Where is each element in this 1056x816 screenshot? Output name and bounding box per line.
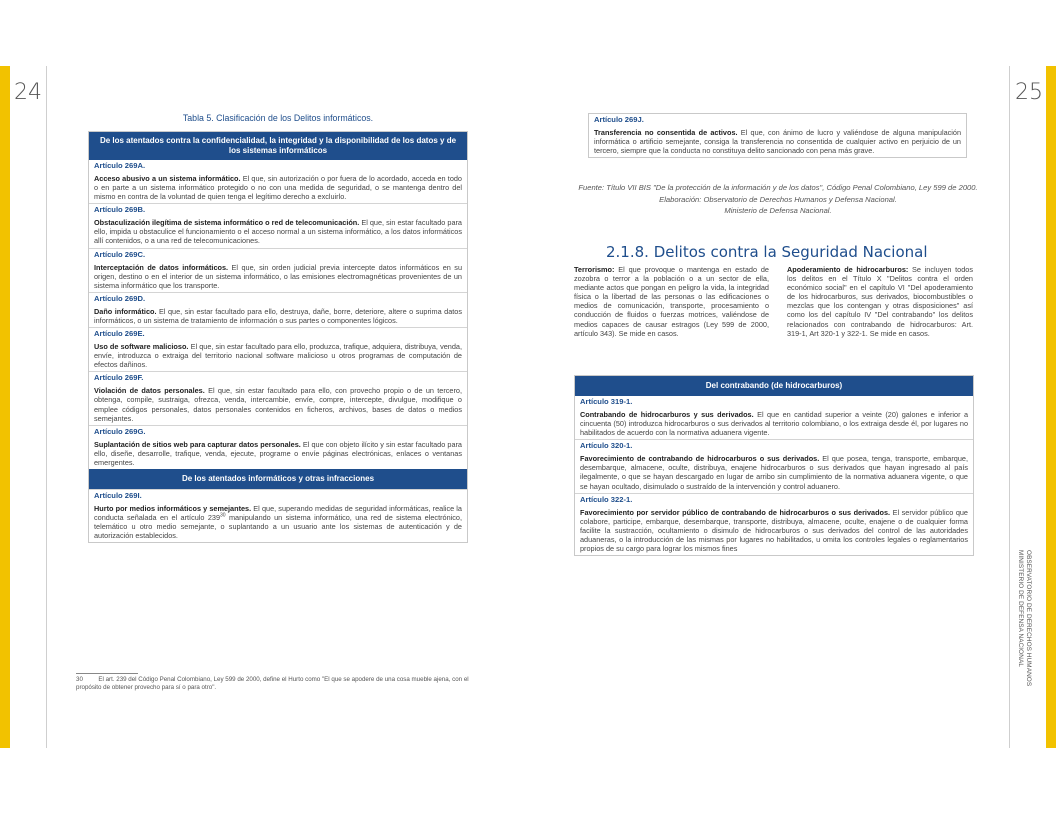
article-body xyxy=(94,342,462,369)
article-body xyxy=(594,128,961,155)
table-row xyxy=(589,114,966,157)
article-number: Artículo 269G. xyxy=(94,426,146,436)
article-lead: Favorecimiento por servidor público de contrabando de hidrocarburos o sus derivados. xyxy=(580,507,891,517)
source-line-3: Ministerio de Defensa Nacional. xyxy=(724,206,832,216)
article-number: Artículo 269D. xyxy=(94,293,146,303)
table-header-contrabando: Del contrabando (de hidrocarburos) xyxy=(575,376,973,396)
article-lead: Suplantación de sitios web para capturar datos personales. xyxy=(94,439,301,449)
article-text: El que, con ánimo de lucro y valiéndose de alguna manipulación informática o artificio semejante, consiga la transferencia no consentida de cualquier activo en perjuicio de un tercero, siempre que la conducta no constituya delito sancionado con pena más grave. xyxy=(594,128,962,156)
source-line-2: Elaboración: Observatorio de Derechos Humanos y Defensa Nacional. xyxy=(659,194,897,204)
right-margin-line xyxy=(1009,66,1010,748)
table-rows-contrabando xyxy=(575,396,973,555)
article-text: El que, sin estar facultado para ello, con provecho propio o de un tercero, obtenga, compile, sustraiga, ofrezca, venda, intercambie, envíe, compre, intercepte, divulgue, modifique o emplee códigos personales, datos personales contenidos en ficheros, archivos, bases de datos o medios semejantes. xyxy=(94,386,462,423)
article-lead: Violación de datos personales. xyxy=(94,386,205,396)
right-yellow-bar xyxy=(1046,66,1056,748)
article-lead: Acceso abusivo a un sistema informático. xyxy=(94,174,241,183)
article-number: Artículo 319-1. xyxy=(580,397,633,406)
article-number: Artículo 320-1. xyxy=(580,441,633,451)
article-text: El servidor público que colabore, participe, embarque, desembarque, transporte, distribuya, almacene, oculte, enajene o de cualquier forma facilite la sustracción, ocultamiento o disimulo de hidrocarburos o sus derivados del control de las autoridades aduaneras, o la introducción de las mismas por lugares no habilitados, u omita los controles legales o reglamentarios propios de su cargo para lograr los mismos fines xyxy=(580,507,968,554)
source-note xyxy=(574,183,982,216)
article-text: El que, sin estar facultado para ello, impida u obstaculice el funcionamiento o el acceso normal a un sistema informático, a los datos informáticos allí contenidos, o a una red de telecomunicaciones. xyxy=(94,218,462,246)
terrorismo-lead: Terrorismo: xyxy=(574,265,615,274)
article-body xyxy=(94,504,462,540)
article-lead: Contrabando de hidrocarburos y sus derivados. xyxy=(580,410,754,419)
table-row xyxy=(89,203,467,247)
article-lead: Uso de software malicioso. xyxy=(94,342,189,352)
article-lead: Interceptación de datos informáticos. xyxy=(94,262,229,272)
table-row xyxy=(89,425,467,469)
table-caption: Tabla 5. Clasificación de los Delitos informáticos. xyxy=(182,113,374,123)
right-side-running-text xyxy=(1017,550,1032,770)
left-yellow-bar xyxy=(0,66,10,748)
article-body xyxy=(94,386,462,422)
article-text: El que, sin estar facultado para ello, destruya, dañe, borre, deteriore, altere o suprima datos informáticos, o un sistema de tratamiento de información o sus partes o componentes lógicos. xyxy=(94,306,463,325)
article-text: El que, superando medidas de seguridad informáticas, realice la conducta señalada en el artículo 239 xyxy=(94,503,462,523)
article-number: Artículo 269J. xyxy=(594,115,644,124)
section-title: 2.1.8. Delitos contra la Seguridad Nacional xyxy=(606,243,928,261)
article-lead: Daño informático. xyxy=(94,306,157,316)
contrabando-table xyxy=(574,375,974,556)
article-text: El que, sin autorización o por fuera de lo acordado, acceda en todo o en parte a un sistema informático protegido o no con una medida de seguridad, o se mantenga dentro del mismo en contra de la voluntad de quien tenga el legítimo derecho a excluirlo. xyxy=(94,174,462,202)
article-body xyxy=(580,410,968,437)
article-text: El que en cantidad superior a veinte (20) galones e inferior a cincuenta (50) introduzca hidrocarburos o sus derivados al territorio colombiano, o los extraiga desde él, por lugares no habilitados de acuerdo con la normativa aduanera vigente. xyxy=(580,410,968,438)
delitos-informaticos-table xyxy=(88,131,468,543)
article-text: El que posea, tenga, transporte, embarque, desembarque, almacene, oculte, distribuya, enajene hidrocarburos o sus derivados que hayan ingresado al país ilegalmente, o que se hayan descargado en lugar de arribo sin cumplimiento de la normativa aduanera vigente, o que se hayan ocultado, disimulado o sustraído de la intervención y control aduanero. xyxy=(580,454,968,491)
article-lead: Obstaculización ilegítima de sistema informático o red de telecomunicación. xyxy=(94,218,360,228)
terrorismo-paragraph xyxy=(574,265,769,338)
article-body xyxy=(94,174,462,201)
article-text: El que, sin estar facultado para ello, produzca, trafique, adquiera, distribuya, venda, envíe, introduzca o extraiga del territorio nacional software malicioso u otros programas de computación de efectos dañinos. xyxy=(94,342,463,370)
article-lead: Transferencia no consentida de activos. xyxy=(594,128,738,137)
article-number: Artículo 269A. xyxy=(94,161,146,170)
page-number-right: 25 xyxy=(1015,80,1043,105)
table-row xyxy=(89,327,467,371)
table-row xyxy=(89,292,467,327)
article-number: Artículo 269F. xyxy=(94,373,144,383)
table-row xyxy=(89,489,467,542)
table-rows-section-1 xyxy=(89,160,467,469)
right-side-line-1: OBSERVATORIO DE DERECHOS HUMANOS xyxy=(1025,550,1032,687)
left-margin-line xyxy=(46,66,47,748)
hidrocarburos-paragraph xyxy=(787,265,973,338)
table-row xyxy=(89,248,467,292)
article-number: Artículo 322-1. xyxy=(580,494,633,504)
article-body xyxy=(94,440,462,467)
article-number: Artículo 269E. xyxy=(94,329,145,339)
article-body xyxy=(94,218,462,245)
footnote xyxy=(76,676,486,692)
article-number: Artículo 269I. xyxy=(94,490,142,500)
table-row xyxy=(575,493,973,555)
table-header-confidencialidad: De los atentados contra la confidencialidad, la integridad y la disponibilidad de los datos y de los sistemas informáticos xyxy=(89,132,467,160)
terrorismo-text: El que provoque o mantenga en estado de zozobra o terror a la población o a un sector de ella, mediante actos que pongan en peligro la vida, la integridad física o la libertad de las personas o las edificaciones o medios de comunicación, transporte, procesamiento o conducción de fluidos o fuerzas motrices, valiéndose de medios capaces de causar estragos (Ley 599 de 2000, artículo 343). Se mide en casos. xyxy=(574,265,769,338)
article-269j-box xyxy=(588,113,967,158)
article-body xyxy=(580,454,968,490)
footnote-ref: 30 xyxy=(220,512,226,519)
article-lead: Hurto por medios informáticos y semejantes. xyxy=(94,503,252,513)
table-row xyxy=(89,160,467,203)
article-body xyxy=(94,307,462,325)
hidrocarburos-lead: Apoderamiento de hidrocarburos: xyxy=(787,265,909,274)
source-line-1: Fuente: Título VII BIS "De la protección de la información y de los datos", Código Penal Colombiano, Ley 599 de 2000. xyxy=(578,183,978,192)
footnote-text: El art. 239 del Código Penal Colombiano, Ley 599 de 2000, define el Hurto como "El que se apodere de una cosa mueble ajena, con el propósito de obtener provecho para sí o para otro". xyxy=(76,676,469,691)
article-number: Artículo 269B. xyxy=(94,205,146,215)
table-row xyxy=(575,439,973,492)
table-row xyxy=(575,396,973,439)
footnote-rule xyxy=(76,673,138,674)
article-text: El que, sin orden judicial previa intercepte datos informáticos en su origen, destino o en el interior de un sistema informático, o las emisiones electromagnéticas provenientes de un sistema informático que los transporte. xyxy=(94,262,463,290)
table-header-otras-infracciones: De los atentados informáticos y otras infracciones xyxy=(89,469,467,489)
hidrocarburos-text: Se incluyen todos los delitos en el Título X "Delitos contra el orden económico social" en el capítulo VI "Del apoderamiento de los hidrocarburos, sus derivados, biocombustibles o mezclas que los contengan y otras disposiciones" así como los del capítulo IV "Del contrabando" los delitos relacionados con contrabando de hidrocarburos: Art. 319-1, Art 320-1 y 322-1. Se mide en casos. xyxy=(787,265,973,338)
table-row xyxy=(89,371,467,424)
footnote-number: 30 xyxy=(76,676,83,683)
right-side-line-2: MINISTERIO DE DEFENSA NACIONAL xyxy=(1017,550,1025,667)
article-body xyxy=(580,508,968,553)
article-text-continued: manipulando un sistema informático, una red de sistema electrónico, telemático u otro medio semejante, o suplantando a un usuario ante los sistemas de autenticación y de autorización establecidos. xyxy=(94,513,462,541)
article-body xyxy=(94,263,462,290)
article-text: El que con objeto ilícito y sin estar facultado para ello, diseñe, desarrolle, trafique, venda, ejecute, programe o envíe páginas electrónicas, enlaces o ventanas emergentes. xyxy=(94,439,462,467)
page-number-left: 24 xyxy=(14,80,42,105)
article-lead: Favorecimiento de contrabando de hidrocarburos o sus derivados. xyxy=(580,454,820,464)
article-number: Artículo 269C. xyxy=(94,249,146,259)
